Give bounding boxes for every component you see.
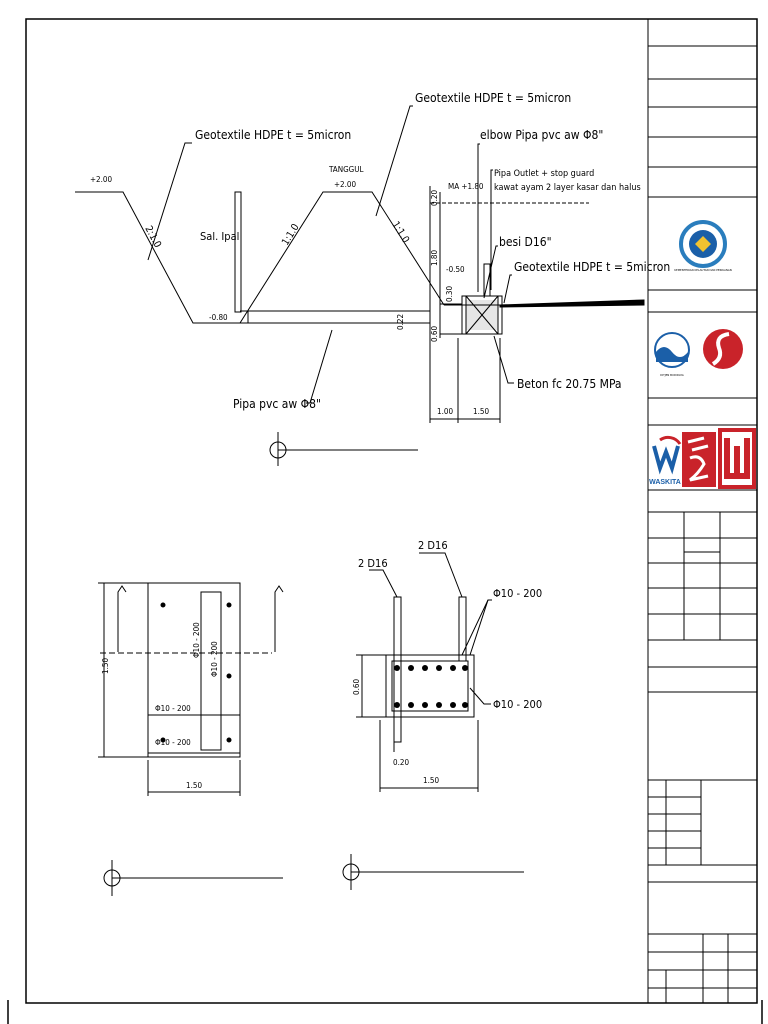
elev-050: -0.50 — [446, 265, 465, 274]
detail-view — [343, 553, 524, 890]
detail-rebar-dots — [394, 665, 468, 708]
plan-rebar-3: Φ10 - 200 — [155, 704, 191, 713]
ditjen-logo — [655, 333, 689, 377]
elev-bottom: -0.80 — [209, 313, 228, 322]
detail-dim-150: 1.50 — [423, 776, 440, 785]
section-view — [75, 106, 644, 466]
title-block — [648, 19, 757, 1003]
kkp-logo-text: KEMENTERIAN KELAUTAN DAN PERIKANAN — [674, 268, 732, 272]
label-pipa-pvc: Pipa pvc aw Φ8" — [233, 397, 321, 411]
label-geotextile-top: Geotextile HDPE t = 5micron — [415, 91, 572, 105]
ke-logo — [682, 432, 716, 487]
dim-020-top: 0.20 — [430, 189, 439, 206]
detail-d16-top: 2 D16 — [418, 539, 448, 552]
label-elbow: elbow Pipa pvc aw Φ8" — [480, 128, 604, 142]
dim-180: 1.80 — [430, 249, 439, 266]
slope-2: 1:1.0 — [280, 222, 302, 248]
slope-1: 2:1.0 — [142, 224, 163, 250]
label-kawat-ayam: kawat ayam 2 layer kasar dan halus — [494, 183, 641, 193]
plan-dim-h: 1.50 — [101, 657, 110, 674]
plan-rebar-1: Φ10 - 200 — [192, 622, 201, 658]
label-geotextile-right: Geotextile HDPE t = 5micron — [514, 260, 671, 274]
detail-d16-left: 2 D16 — [358, 557, 388, 570]
dim-022: 0.22 — [396, 313, 405, 330]
elev-left: +2.00 — [90, 175, 113, 184]
label-besi: besi D16" — [499, 235, 552, 249]
plan-rebar-4: Φ10 - 200 — [155, 738, 191, 747]
dim-100: 1.00 — [437, 407, 454, 416]
elev-tanggul: +2.00 — [334, 180, 357, 189]
red-s-logo — [703, 329, 743, 369]
detail-dim-020: 0.20 — [393, 758, 410, 767]
dim-030: 0.30 — [445, 285, 454, 302]
waskita-logo — [649, 432, 681, 487]
dim-060: 0.60 — [430, 325, 439, 342]
kkp-logo — [674, 222, 731, 272]
waskita-logo-text: WASKITA — [649, 479, 681, 486]
plan-dim-w: 1.50 — [186, 781, 203, 790]
label-pipa-outlet: Pipa Outlet + stop guard — [494, 169, 595, 179]
label-geotextile-left: Geotextile HDPE t = 5micron — [195, 128, 352, 142]
elev-ma: MA +1.80 — [448, 182, 484, 191]
dim-150: 1.50 — [473, 407, 490, 416]
label-sal-ipal: Sal. Ipal — [200, 230, 240, 243]
plan-rebar-2: Φ10 - 200 — [210, 641, 219, 677]
slope-3: 1:1.0 — [389, 219, 412, 246]
detail-rebar-bottom: Φ10 - 200 — [493, 698, 543, 711]
label-beton: Beton fc 20.75 MPa — [517, 377, 622, 391]
detail-dim-060: 0.60 — [352, 678, 361, 695]
label-tanggul: TANGGUL — [329, 165, 364, 174]
ditjen-logo-text: DITJEN BUDIDAYA — [660, 373, 684, 377]
w-logo — [718, 428, 756, 489]
detail-rebar-top: Φ10 - 200 — [493, 587, 543, 600]
